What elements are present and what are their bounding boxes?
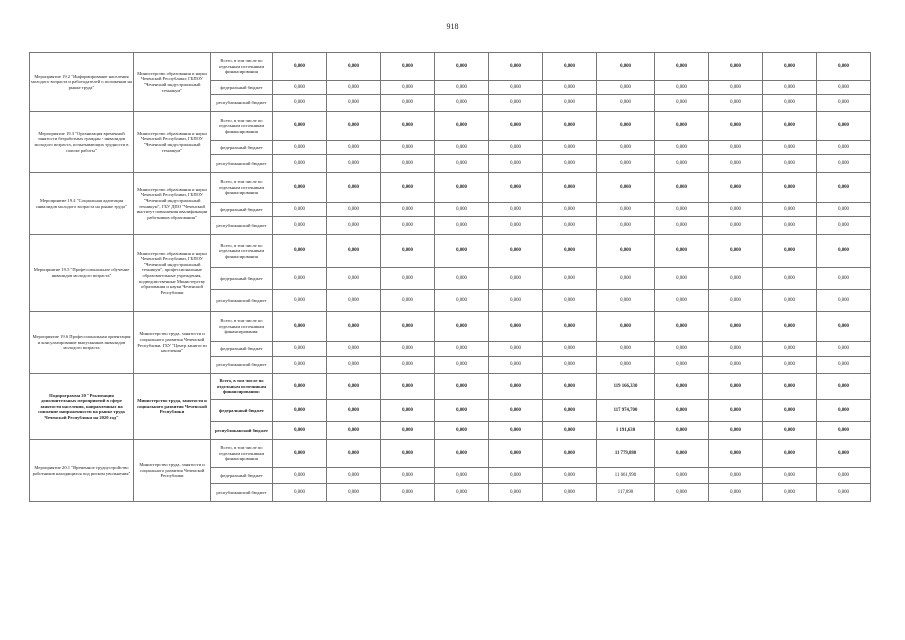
amount-cell: 0,000 [489,217,543,235]
amount-cell: 0,000 [709,290,763,312]
amount-cell: 0,000 [597,155,655,173]
amount-cell: 0,000 [709,81,763,95]
amount-cell: 0,000 [327,141,381,155]
amount-cell: 0,000 [435,141,489,155]
amount-cell: 0,000 [597,112,655,141]
amount-cell: 0,000 [543,374,597,400]
amount-cell: 0,000 [273,357,327,374]
amount-cell: 0,000 [381,374,435,400]
amount-cell: 0,000 [543,217,597,235]
amount-cell: 0,000 [273,53,327,81]
amount-cell: 0,000 [489,203,543,217]
amount-cell: 0,000 [435,484,489,502]
amount-cell: 0,000 [655,155,709,173]
funding-source-cell: республиканский бюджет [211,290,273,312]
funding-source-cell: федеральный бюджет [211,81,273,95]
amount-cell: 0,000 [327,342,381,357]
amount-cell: 0,000 [543,141,597,155]
amount-cell: 0,000 [273,374,327,400]
table-row [30,173,871,203]
amount-cell: 0,000 [817,95,871,112]
amount-cell: 0,000 [327,268,381,290]
executor-cell: Министерство образования и науки Чеченской Республики, ГБПОУ "Чеченский индустриальный техникум", ГБУ ДПО "Чеченский институт повышения квалификации работников образования" [134,173,211,235]
amount-cell: 0,000 [817,484,871,502]
amount-cell: 0,000 [817,400,871,422]
funding-source-cell: Всего, в том числе по отдельным источникам финансирования [211,53,273,81]
amount-cell: 0,000 [763,141,817,155]
amount-cell: 0,000 [709,357,763,374]
amount-cell: 0,000 [763,155,817,173]
amount-cell: 0,000 [763,422,817,440]
amount-cell: 0,000 [489,155,543,173]
amount-cell: 0,000 [817,312,871,342]
amount-cell: 0,000 [763,468,817,484]
amount-cell: 0,000 [817,141,871,155]
amount-cell: 0,000 [763,312,817,342]
amount-cell: 0,000 [655,112,709,141]
amount-cell: 0,000 [381,155,435,173]
amount-cell: 0,000 [543,268,597,290]
amount-cell: 0,000 [381,422,435,440]
amount-cell: 0,000 [763,342,817,357]
executor-cell: Министерство труда, занятости и социального развития Чеченской Республики [134,440,211,502]
amount-cell: 0,000 [381,468,435,484]
amount-cell: 0,000 [763,217,817,235]
amount-cell: 0,000 [817,53,871,81]
funding-source-cell: республиканский бюджет [211,422,273,440]
amount-cell: 0,000 [327,53,381,81]
funding-source-cell: республиканский бюджет [211,217,273,235]
amount-cell: 0,000 [327,357,381,374]
amount-cell: 11 779,880 [597,440,655,468]
amount-cell: 0,000 [709,468,763,484]
amount-cell: 1 191,630 [597,422,655,440]
amount-cell: 0,000 [273,217,327,235]
amount-cell: 0,000 [489,468,543,484]
amount-cell: 0,000 [817,112,871,141]
amount-cell: 0,000 [817,203,871,217]
amount-cell: 0,000 [543,468,597,484]
executor-cell: Министерство труда, занятости и социального развития Чеченской Республики, ГБУ "Центр занятости населения" [134,312,211,374]
amount-cell: 0,000 [273,290,327,312]
amount-cell: 0,000 [817,342,871,357]
budget-table [29,52,871,502]
funding-source-cell: Всего, в том числе по отдельным источникам финансирования [211,235,273,268]
amount-cell: 0,000 [327,484,381,502]
amount-cell: 0,000 [709,112,763,141]
funding-source-cell: Всего, в том числе по отдельным источникам финансирования [211,112,273,141]
amount-cell: 0,000 [817,235,871,268]
amount-cell: 0,000 [327,235,381,268]
amount-cell: 0,000 [763,53,817,81]
amount-cell: 0,000 [489,400,543,422]
amount-cell: 0,000 [273,173,327,203]
amount-cell: 0,000 [763,203,817,217]
amount-cell: 0,000 [763,357,817,374]
amount-cell: 0,000 [655,374,709,400]
amount-cell: 0,000 [381,484,435,502]
amount-cell: 0,000 [817,173,871,203]
amount-cell: 0,000 [327,203,381,217]
amount-cell: 0,000 [543,400,597,422]
amount-cell: 0,000 [327,312,381,342]
amount-cell: 0,000 [327,440,381,468]
funding-source-cell: Всего, в том числе по отдельным источникам финансирования [211,173,273,203]
amount-cell: 0,000 [327,374,381,400]
activity-name-cell: Мероприятие 19.4 "Социальная адаптация инвалидов молодого возраста на рынке труда" [30,173,134,235]
funding-source-cell: федеральный бюджет [211,268,273,290]
amount-cell: 0,000 [543,290,597,312]
amount-cell: 0,000 [273,112,327,141]
amount-cell: 0,000 [381,112,435,141]
amount-cell: 0,000 [763,290,817,312]
amount-cell: 11 661,990 [597,468,655,484]
amount-cell: 0,000 [655,235,709,268]
amount-cell: 0,000 [543,235,597,268]
amount-cell: 0,000 [543,312,597,342]
amount-cell: 0,000 [381,217,435,235]
amount-cell: 0,000 [543,422,597,440]
amount-cell: 0,000 [327,112,381,141]
amount-cell: 0,000 [817,357,871,374]
amount-cell: 0,000 [543,440,597,468]
activity-name-cell: Мероприятие 19.3 "Организация временной занятости безработных граждан - инвалидов молодого возраста, испытывающих трудности в поиске работы" [30,112,134,173]
amount-cell: 0,000 [597,290,655,312]
amount-cell: 0,000 [655,484,709,502]
amount-cell: 0,000 [327,468,381,484]
amount-cell: 0,000 [435,217,489,235]
amount-cell: 0,000 [489,81,543,95]
amount-cell: 0,000 [709,374,763,400]
amount-cell: 0,000 [327,400,381,422]
table-row [30,440,871,468]
amount-cell: 0,000 [435,312,489,342]
amount-cell: 0,000 [273,235,327,268]
amount-cell: 0,000 [435,268,489,290]
amount-cell: 0,000 [435,290,489,312]
amount-cell: 0,000 [543,95,597,112]
amount-cell: 0,000 [435,357,489,374]
funding-source-cell: республиканский бюджет [211,357,273,374]
amount-cell: 0,000 [381,203,435,217]
amount-cell: 0,000 [435,342,489,357]
amount-cell: 0,000 [763,268,817,290]
amount-cell: 0,000 [655,95,709,112]
amount-cell: 0,000 [597,342,655,357]
amount-cell: 0,000 [489,374,543,400]
amount-cell: 0,000 [763,112,817,141]
amount-cell: 0,000 [381,81,435,95]
amount-cell: 0,000 [327,290,381,312]
funding-source-cell: республиканский бюджет [211,155,273,173]
amount-cell: 0,000 [381,235,435,268]
activity-name-cell: Мероприятие 19.2 "Информирование населения молодого возраста и работодателей о положении на рынке труда" [30,53,134,112]
table-row [30,53,871,81]
amount-cell: 0,000 [489,312,543,342]
funding-source-cell: федеральный бюджет [211,203,273,217]
amount-cell: 0,000 [597,235,655,268]
amount-cell: 0,000 [709,312,763,342]
amount-cell: 0,000 [435,81,489,95]
amount-cell: 0,000 [709,422,763,440]
amount-cell: 0,000 [655,400,709,422]
amount-cell: 0,000 [709,203,763,217]
amount-cell: 0,000 [327,95,381,112]
amount-cell: 0,000 [709,268,763,290]
amount-cell: 0,000 [543,342,597,357]
amount-cell: 117 974,700 [597,400,655,422]
table-row [30,312,871,342]
amount-cell: 0,000 [709,217,763,235]
amount-cell: 0,000 [327,81,381,95]
activity-name-cell: Мероприятие 20.1 "Временное трудоустройство работников находящихся под риском увольнения" [30,440,134,502]
amount-cell: 0,000 [381,95,435,112]
amount-cell: 0,000 [817,422,871,440]
amount-cell: 0,000 [597,95,655,112]
funding-source-cell: республиканский бюджет [211,95,273,112]
amount-cell: 0,000 [763,95,817,112]
amount-cell: 0,000 [381,53,435,81]
amount-cell: 0,000 [273,81,327,95]
amount-cell: 0,000 [709,173,763,203]
amount-cell: 0,000 [655,342,709,357]
amount-cell: 0,000 [435,173,489,203]
amount-cell: 0,000 [273,268,327,290]
activity-name-cell: Мероприятие 19.5 "Профессиональное обучение инвалидов молодого возраста" [30,235,134,312]
amount-cell: 0,000 [543,81,597,95]
amount-cell: 0,000 [655,203,709,217]
amount-cell: 0,000 [655,81,709,95]
amount-cell: 0,000 [817,290,871,312]
amount-cell: 0,000 [381,440,435,468]
funding-source-cell: федеральный бюджет [211,400,273,422]
amount-cell: 0,000 [597,81,655,95]
amount-cell: 0,000 [543,155,597,173]
amount-cell: 0,000 [273,484,327,502]
amount-cell: 0,000 [273,342,327,357]
amount-cell: 0,000 [817,81,871,95]
amount-cell: 0,000 [655,440,709,468]
amount-cell: 0,000 [273,468,327,484]
amount-cell: 0,000 [435,53,489,81]
amount-cell: 0,000 [817,217,871,235]
amount-cell: 0,000 [273,141,327,155]
amount-cell: 0,000 [817,268,871,290]
amount-cell: 0,000 [489,484,543,502]
amount-cell: 0,000 [817,155,871,173]
amount-cell: 0,000 [489,112,543,141]
amount-cell: 0,000 [489,357,543,374]
amount-cell: 0,000 [327,217,381,235]
amount-cell: 0,000 [763,81,817,95]
amount-cell: 0,000 [709,53,763,81]
amount-cell: 0,000 [381,268,435,290]
amount-cell: 0,000 [435,422,489,440]
amount-cell: 0,000 [435,400,489,422]
amount-cell: 0,000 [543,173,597,203]
amount-cell: 0,000 [655,217,709,235]
amount-cell: 0,000 [709,155,763,173]
amount-cell: 0,000 [489,440,543,468]
amount-cell: 0,000 [597,141,655,155]
amount-cell: 0,000 [709,95,763,112]
amount-cell: 0,000 [543,203,597,217]
amount-cell: 0,000 [763,400,817,422]
amount-cell: 0,000 [817,468,871,484]
amount-cell: 0,000 [435,155,489,173]
amount-cell: 0,000 [381,141,435,155]
amount-cell: 0,000 [763,484,817,502]
amount-cell: 0,000 [489,422,543,440]
amount-cell: 0,000 [655,141,709,155]
amount-cell: 0,000 [489,53,543,81]
amount-cell: 0,000 [817,374,871,400]
executor-cell: Министерство образования и науки Чеченской Республики, ГБПОУ "Чеченский индустриальный техникум" [134,112,211,173]
amount-cell: 119 166,330 [597,374,655,400]
funding-source-cell: федеральный бюджет [211,468,273,484]
amount-cell: 0,000 [489,290,543,312]
amount-cell: 0,000 [435,374,489,400]
amount-cell: 0,000 [763,173,817,203]
amount-cell: 0,000 [709,400,763,422]
amount-cell: 0,000 [655,173,709,203]
amount-cell: 0,000 [489,173,543,203]
amount-cell: 0,000 [381,342,435,357]
amount-cell: 0,000 [763,235,817,268]
amount-cell: 0,000 [489,268,543,290]
amount-cell: 0,000 [489,141,543,155]
amount-cell: 0,000 [655,268,709,290]
amount-cell: 0,000 [381,290,435,312]
amount-cell: 0,000 [709,342,763,357]
funding-source-cell: республиканский бюджет [211,484,273,502]
executor-cell: Министерство труда, занятости и социального развития Чеченской Республики [134,374,211,440]
amount-cell: 0,000 [709,484,763,502]
amount-cell: 117,890 [597,484,655,502]
amount-cell: 0,000 [655,312,709,342]
amount-cell: 0,000 [381,312,435,342]
amount-cell: 0,000 [273,400,327,422]
amount-cell: 0,000 [655,53,709,81]
amount-cell: 0,000 [273,440,327,468]
page-number: 918 [446,22,459,31]
funding-source-cell: федеральный бюджет [211,141,273,155]
amount-cell: 0,000 [597,53,655,81]
amount-cell: 0,000 [597,268,655,290]
executor-cell: Министерство образования и науки Чеченской Республики; ГБПОУ "Чеченский индустриальный техникум" [134,53,211,112]
amount-cell: 0,000 [381,357,435,374]
amount-cell: 0,000 [543,484,597,502]
amount-cell: 0,000 [709,141,763,155]
activity-name-cell: Мероприятие 19.6 Профессиональная ориентация и консультирование выпускников инвалидов молодого возраста [30,312,134,374]
amount-cell: 0,000 [655,468,709,484]
amount-cell: 0,000 [435,95,489,112]
table-row [30,112,871,141]
amount-cell: 0,000 [381,400,435,422]
funding-source-cell: федеральный бюджет [211,342,273,357]
executor-cell: Министерство образования и науки Чеченской Республики, ГБПОУ "Чеченский индустриальный техникум", профессиональные образовательные учреждения, подведомственные Министерству образования и науки Чеченской Республики [134,235,211,312]
amount-cell: 0,000 [489,95,543,112]
amount-cell: 0,000 [655,357,709,374]
amount-cell: 0,000 [655,422,709,440]
amount-cell: 0,000 [273,95,327,112]
amount-cell: 0,000 [435,203,489,217]
funding-source-cell: Всего, в том числе по отдельным источникам финансирования: [211,374,273,400]
amount-cell: 0,000 [709,440,763,468]
amount-cell: 0,000 [435,440,489,468]
amount-cell: 0,000 [543,357,597,374]
amount-cell: 0,000 [655,290,709,312]
amount-cell: 0,000 [327,422,381,440]
funding-source-cell: Всего, в том числе по отдельным источникам финансирования [211,440,273,468]
amount-cell: 0,000 [543,112,597,141]
amount-cell: 0,000 [435,112,489,141]
amount-cell: 0,000 [381,173,435,203]
amount-cell: 0,000 [273,422,327,440]
amount-cell: 0,000 [597,173,655,203]
amount-cell: 0,000 [327,155,381,173]
amount-cell: 0,000 [273,312,327,342]
amount-cell: 0,000 [273,155,327,173]
amount-cell: 0,000 [763,374,817,400]
amount-cell: 0,000 [597,217,655,235]
funding-source-cell: Всего, в том числе по отдельным источникам финансирования: [211,312,273,342]
table-row [30,235,871,268]
amount-cell: 0,000 [435,235,489,268]
amount-cell: 0,000 [709,235,763,268]
amount-cell: 0,000 [597,203,655,217]
amount-cell: 0,000 [597,312,655,342]
amount-cell: 0,000 [327,173,381,203]
amount-cell: 0,000 [435,468,489,484]
amount-cell: 0,000 [489,235,543,268]
amount-cell: 0,000 [489,342,543,357]
amount-cell: 0,000 [597,357,655,374]
activity-name-cell: Подпрограмма 20 "Реализация дополнительных мероприятий в сфере занятости населения, направленных на снижение напряженности на рынке труда Чеченской Республики на 2020 год" [30,374,134,440]
amount-cell: 0,000 [817,440,871,468]
amount-cell: 0,000 [763,440,817,468]
amount-cell: 0,000 [273,203,327,217]
table-row [30,374,871,400]
amount-cell: 0,000 [543,53,597,81]
